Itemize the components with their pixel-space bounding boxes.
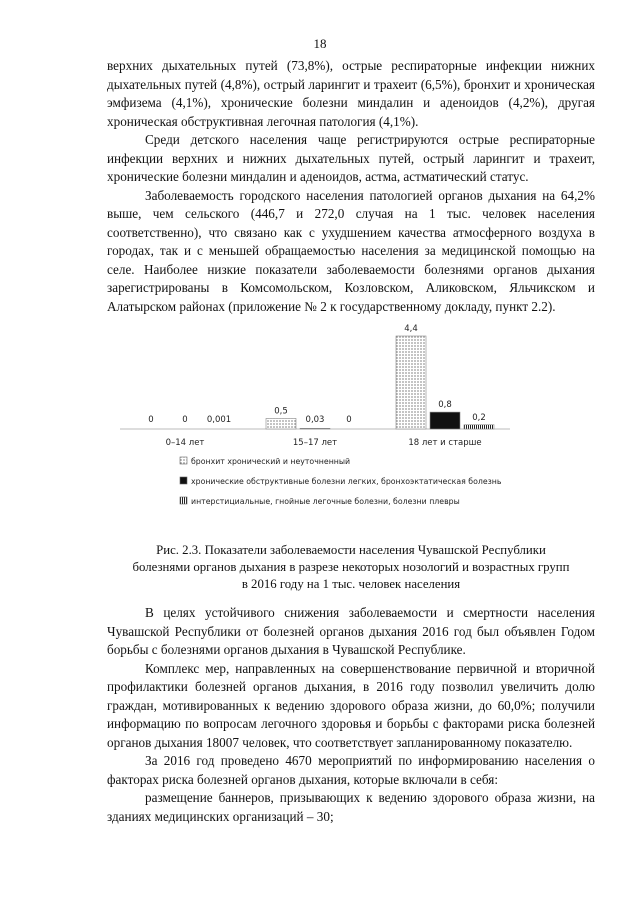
page-number: 18 bbox=[313, 36, 327, 51]
paragraph: размещение баннеров, призывающих к ведению здорового образа жизни, на зданиях медицинских организаций – 30; bbox=[107, 790, 595, 824]
text-block-bottom bbox=[107, 604, 595, 826]
paragraph: Комплекс мер, направленных на совершенствование первичной и вторичной профилактики болезней органов дыхания, в 2016 году позволил увеличить долю граждан, мотивированных к ведению здорового образа жизни, до 60,0%; получили информацию по вопросам легочного здоровья и борьбы с факторами риска болезней органов дыхания 18007 человек, что соответствует запланированному показателю. bbox=[107, 660, 595, 750]
x-tick-label: 15–17 лет bbox=[292, 438, 338, 448]
data-label: 0 bbox=[346, 415, 352, 425]
paragraph: В целях устойчивого снижения заболеваемости и смертности населения Чувашской Республики от болезней органов дыхания 2016 год был объявлен Годом борьбы с болезнями органов дыхания в Чувашской Республике. bbox=[107, 605, 595, 657]
legend-swatch bbox=[180, 477, 187, 484]
chart-bar bbox=[464, 425, 494, 429]
paragraph: Среди детского населения чаще регистрируются острые респираторные инфекции верхних и нижних дыхательных путей, острый ларингит и трахеит, хронические болезни миндалин и аденоидов, астма, астматический статус. bbox=[107, 132, 595, 184]
data-label: 0,2 bbox=[472, 412, 486, 423]
paragraph: За 2016 год проведено 4670 мероприятий по информированию населения о факторах риска болезней органов дыхания, которые включали в себя: bbox=[107, 753, 595, 787]
chart-bar bbox=[266, 418, 296, 429]
paragraph: верхних дыхательных путей (73,8%), острые респираторные инфекции нижних дыхательных путей (4,8%), острый ларингит и трахеит (6,5%), бронхит и хроническая эмфизема (4,1%), хронические болезни миндалин и аденоидов (4,2%), другая хроническая обструктивная легочная патология (4,1%). bbox=[107, 58, 595, 129]
chart-bar bbox=[300, 428, 330, 429]
data-label: 0 bbox=[182, 415, 188, 425]
paragraph: Заболеваемость городского населения патологией органов дыхания на 64,2% выше, чем сельского (446,7 и 272,0 случая на 1 тыс. человек населения соответственно), что связано как с ухудшением качества атмосферного воздуха в городах, так и с меньшей обращаемостью населения за медицинской помощью на селе. Наиболее низкие показатели заболеваемости болезнями органов дыхания зарегистрированы в Комсомольском, Козловском, Аликовском, Яльчикском и Алатырском районах (приложение № 2 к государственному докладу, пункт 2.2). bbox=[107, 187, 595, 314]
caption-line: в 2016 году на 1 тыс. человек населения bbox=[241, 577, 461, 591]
chart-svg bbox=[120, 312, 520, 512]
caption-line: болезнями органов дыхания в разрезе некоторых нозологий и возрастных групп bbox=[132, 560, 570, 574]
figure-caption bbox=[107, 542, 595, 593]
legend-swatch bbox=[180, 457, 187, 464]
legend-label: хронические обструктивные болезни легких, бронхоэктатическая болезнь bbox=[191, 477, 502, 486]
legend-label: бронхит хронический и неуточненный bbox=[191, 457, 351, 466]
data-label: 0,5 bbox=[274, 406, 288, 417]
x-tick-label: 0–14 лет bbox=[165, 438, 205, 448]
text-block-top bbox=[107, 57, 595, 316]
data-label: 0,03 bbox=[305, 415, 325, 425]
data-label: 4,4 bbox=[404, 324, 418, 334]
chart-bar bbox=[430, 412, 460, 429]
data-label: 0 bbox=[148, 415, 154, 425]
legend-label: интерстициальные, гнойные легочные болезни, болезни плевры bbox=[191, 497, 460, 506]
legend-swatch bbox=[180, 497, 187, 504]
x-tick-label: 18 лет и старше bbox=[408, 438, 482, 448]
data-label: 0,8 bbox=[438, 400, 452, 411]
caption-line: Рис. 2.3. Показатели заболеваемости населения Чувашской Республики bbox=[156, 543, 546, 557]
chart-bar bbox=[396, 336, 426, 429]
incidence-chart bbox=[120, 312, 520, 517]
data-label: 0,001 bbox=[206, 415, 232, 425]
